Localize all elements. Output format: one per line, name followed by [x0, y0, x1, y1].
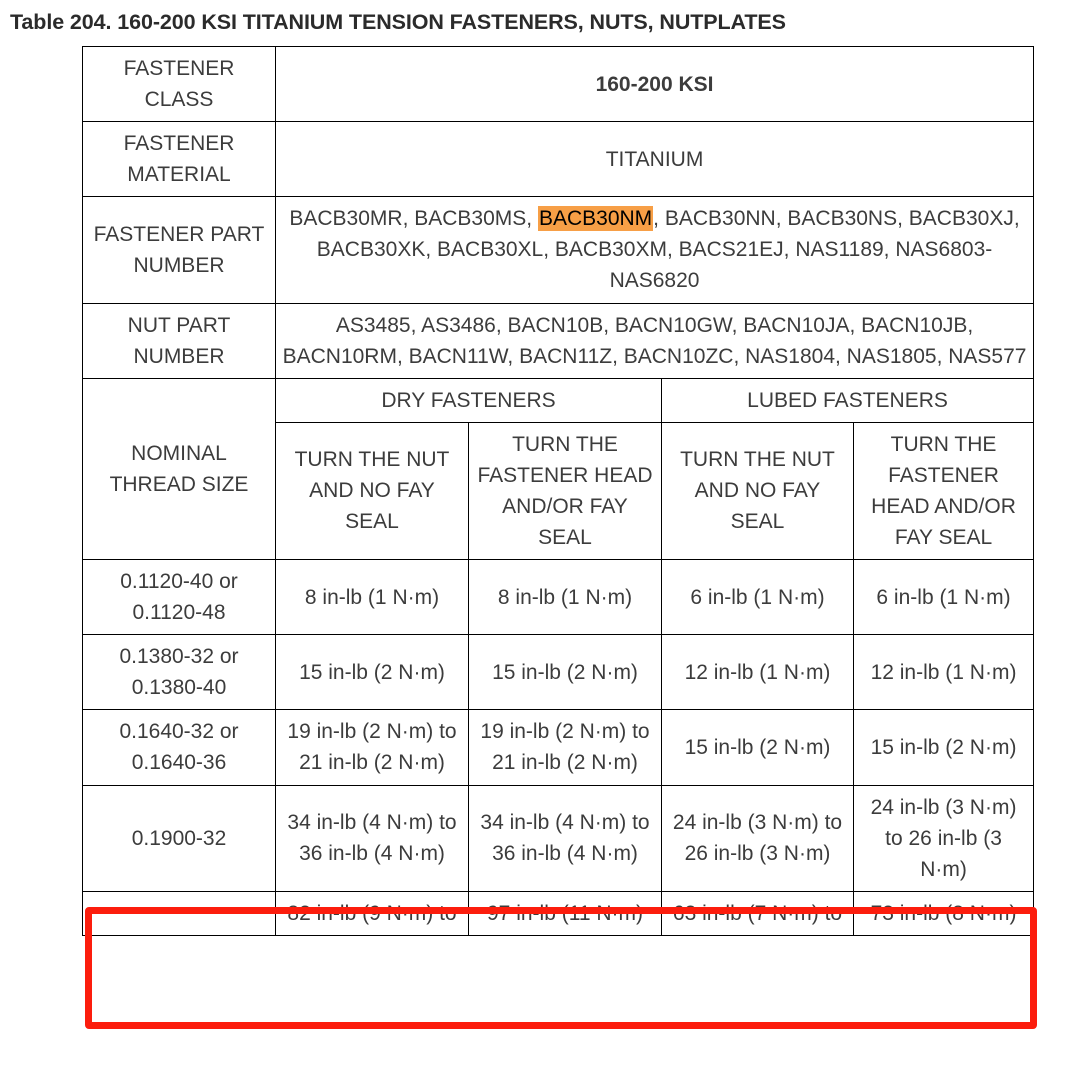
cell-lubed-turn-nut: 12 in-lb (1 N·m)	[662, 635, 854, 710]
cell-lubed-turn-head: 15 in-lb (2 N·m)	[854, 710, 1034, 785]
page-title: Table 204. 160-200 KSI TITANIUM TENSION FASTENERS, NUTS, NUTPLATES	[10, 10, 786, 34]
row-value-fastener-material: TITANIUM	[276, 122, 1034, 197]
header-group-lubed-fasteners: LUBED FASTENERS	[662, 378, 1034, 422]
row-label-nut-part-number: NUT PART NUMBER	[83, 303, 276, 378]
table-row-fastener-material	[83, 122, 1034, 197]
table-row	[83, 560, 1034, 635]
cell-lubed-turn-head: 6 in-lb (1 N·m)	[854, 560, 1034, 635]
row-value-fastener-class: 160-200 KSI	[276, 47, 1034, 122]
row-label-fastener-material: FASTENER MATERIAL	[83, 122, 276, 197]
table-row-fastener-class	[83, 47, 1034, 122]
cell-lubed-turn-nut: 15 in-lb (2 N·m)	[662, 710, 854, 785]
cell-thread-size: 0.1900-32	[83, 785, 276, 891]
table-row	[83, 710, 1034, 785]
cell-lubed-turn-head: 73 in-lb (8 N·m)	[854, 891, 1034, 935]
cell-dry-turn-nut: 34 in-lb (4 N·m) to 36 in-lb (4 N·m)	[276, 785, 469, 891]
header-lubed-turn-nut: TURN THE NUT AND NO FAY SEAL	[662, 422, 854, 559]
part-number-text-before: BACB30MR, BACB30MS,	[289, 207, 538, 231]
row-value-nut-part-number: AS3485, AS3486, BACN10B, BACN10GW, BACN10JA, BACN10JB, BACN10RM, BACN11W, BACN11Z, BACN10ZC, NAS1804, NAS1805, NAS577	[276, 303, 1034, 378]
table-row-highlighted	[83, 785, 1034, 891]
header-lubed-turn-head: TURN THE FASTENER HEAD AND/OR FAY SEAL	[854, 422, 1034, 559]
header-nominal-thread-size: NOMINAL THREAD SIZE	[83, 378, 276, 559]
row-value-fastener-part-number	[276, 197, 1034, 303]
cell-dry-turn-head: 8 in-lb (1 N·m)	[469, 560, 662, 635]
table-row-fastener-part-number	[83, 197, 1034, 303]
table-row-column-group-header	[83, 378, 1034, 422]
cell-dry-turn-nut: 15 in-lb (2 N·m)	[276, 635, 469, 710]
cell-lubed-turn-head: 24 in-lb (3 N·m) to 26 in-lb (3 N·m)	[854, 785, 1034, 891]
table-row-partial	[83, 891, 1034, 935]
cell-thread-size: 0.1380-32 or 0.1380-40	[83, 635, 276, 710]
cell-dry-turn-head: 97 in-lb (11 N·m)	[469, 891, 662, 935]
cell-lubed-turn-nut: 63 in-lb (7 N·m) to	[662, 891, 854, 935]
part-number-text-after: , BACB30NN, BACB30NS, BACB30XJ, BACB30XK, BACB30XL, BACB30XM, BACS21EJ, NAS1189, NAS6803-NAS6820	[316, 207, 1020, 293]
cell-lubed-turn-nut: 24 in-lb (3 N·m) to 26 in-lb (3 N·m)	[662, 785, 854, 891]
cell-lubed-turn-head: 12 in-lb (1 N·m)	[854, 635, 1034, 710]
table-container	[82, 46, 1033, 936]
cell-thread-size	[83, 891, 276, 935]
table-row-nut-part-number	[83, 303, 1034, 378]
highlighted-part-number: BACB30NM	[538, 207, 653, 231]
cell-dry-turn-nut: 82 in-lb (9 N·m) to	[276, 891, 469, 935]
row-label-fastener-class: FASTENER CLASS	[83, 47, 276, 122]
header-dry-turn-head: TURN THE FASTENER HEAD AND/OR FAY SEAL	[469, 422, 662, 559]
row-label-fastener-part-number: FASTENER PART NUMBER	[83, 197, 276, 303]
cell-thread-size: 0.1640-32 or 0.1640-36	[83, 710, 276, 785]
cell-dry-turn-nut: 8 in-lb (1 N·m)	[276, 560, 469, 635]
cell-lubed-turn-nut: 6 in-lb (1 N·m)	[662, 560, 854, 635]
cell-thread-size: 0.1120-40 or 0.1120-48	[83, 560, 276, 635]
fastener-torque-table	[82, 46, 1034, 936]
cell-dry-turn-head: 19 in-lb (2 N·m) to 21 in-lb (2 N·m)	[469, 710, 662, 785]
cell-dry-turn-head: 34 in-lb (4 N·m) to 36 in-lb (4 N·m)	[469, 785, 662, 891]
cell-dry-turn-nut: 19 in-lb (2 N·m) to 21 in-lb (2 N·m)	[276, 710, 469, 785]
header-dry-turn-nut: TURN THE NUT AND NO FAY SEAL	[276, 422, 469, 559]
page-bottom-clip	[0, 1066, 1067, 1087]
header-group-dry-fasteners: DRY FASTENERS	[276, 378, 662, 422]
cell-dry-turn-head: 15 in-lb (2 N·m)	[469, 635, 662, 710]
table-row	[83, 635, 1034, 710]
